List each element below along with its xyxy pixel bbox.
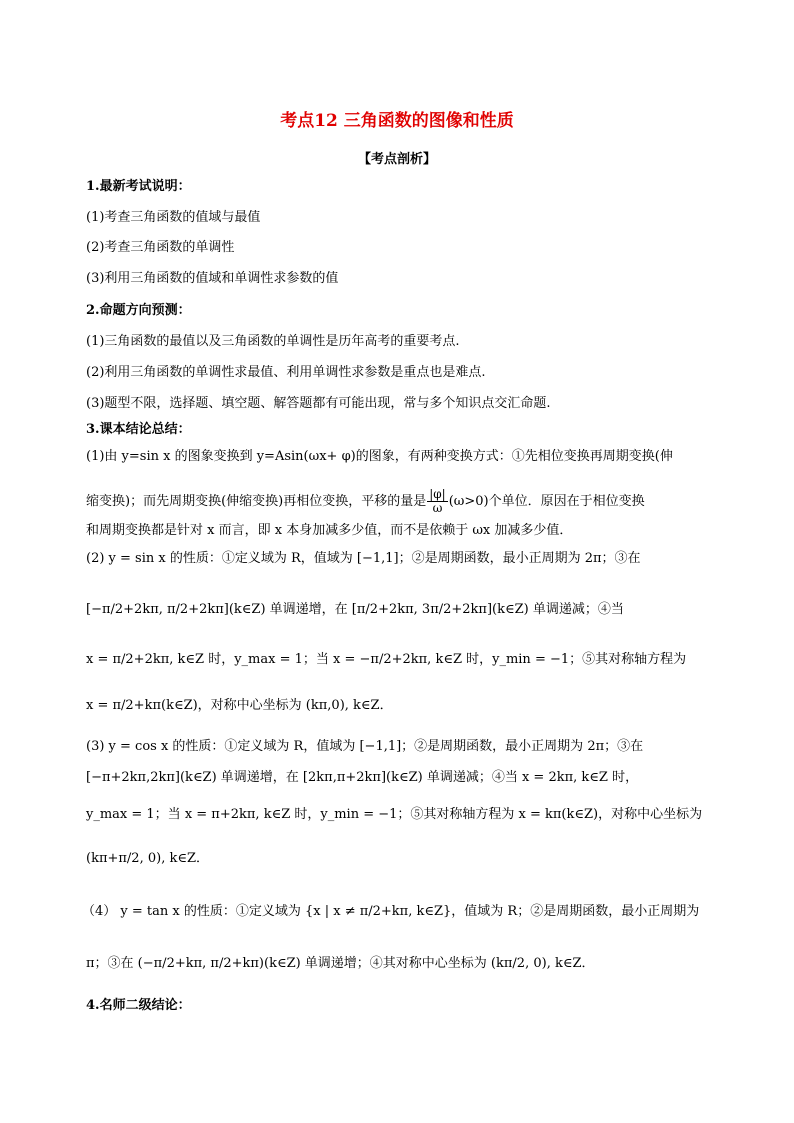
sec3-p2-line4: x = π/2+kπ(k∈Z)，对称中心坐标为 (kπ,0), k∈Z． [86, 698, 393, 713]
sec3-p3-line4: (kπ+π/2, 0), k∈Z． [86, 851, 209, 866]
sec3-p2-line3: x = π/2+2kπ, k∈Z 时，y_max = 1；当 x = −π/2+2kπ, k∈Z 时，y_min = −1；⑤其对称轴方程为 [86, 652, 687, 667]
sec3-p2-line1: (2) y = sin x 的性质：①定义域为 R，值域为 [−1,1]；②是周期函数，最小正周期为 2π；③在 [86, 551, 641, 566]
sec3-p1-line1: (1)由 y=sin x 的图象变换到 y=Asin(ωx+ φ)的图象，有两种变换方式：①先相位变换再周期变换(伸 [86, 449, 673, 464]
shift-fraction [427, 488, 448, 515]
sec1-item-3: (3)利用三角函数的值域和单调性求参数的值 [86, 271, 339, 286]
sec3-p4-line1: （4） y = tan x 的性质：①定义域为 {x | x ≠ π/2+kπ, k∈Z}，值域为 R；②是周期函数，最小正周期为 [82, 904, 700, 919]
section-heading-2: 2.命题方向预测： [86, 303, 191, 318]
fraction-denominator: ω [432, 501, 443, 515]
sec1-item-1: (1)考查三角函数的值域与最值 [86, 210, 261, 225]
sec2-item-2: (2)利用三角函数的单调性求最值、利用单调性求参数是重点也是难点. [86, 365, 486, 380]
sec3-p3-line3: y_max = 1；当 x = π+2kπ, k∈Z 时，y_min = −1；⑤其对称轴方程为 x = kπ(k∈Z)，对称中心坐标为 [86, 807, 703, 822]
sec2-item-1: (1)三角函数的最值以及三角函数的单调性是历年高考的重要考点. [86, 334, 460, 349]
fraction-numerator: |φ| [429, 487, 446, 501]
sec3-p3-line2: [−π+2kπ,2kπ](k∈Z) 单调递增，在 [2kπ,π+2kπ](k∈Z) 单调递减；④当 x = 2kπ, k∈Z 时， [86, 770, 639, 785]
sec3-p1-line2 [86, 488, 645, 515]
sec3-p2-line2: [−π/2+2kπ, π/2+2kπ](k∈Z) 单调递增，在 [π/2+2kπ, 3π/2+2kπ](k∈Z) 单调递减；④当 [86, 602, 624, 617]
sec3-p4-line2: π；③在 (−π/2+kπ, π/2+kπ)(k∈Z) 单调递增；④其对称中心坐标为 (kπ/2, 0), k∈Z． [86, 956, 595, 971]
section-heading-3: 3.课本结论总结： [86, 422, 191, 437]
sec3-p1-line2-text-a: 缩变换)；而先周期变换(伸缩变换)再相位变换，平移的量是 [86, 494, 427, 509]
page-subtitle: 【考点剖析】 [357, 152, 436, 167]
sec3-p1-line3: 和周期变换都是针对 x 而言，即 x 本身加减多少值，而不是依赖于 ωx 加减多少值． [86, 523, 573, 538]
page-title: 考点12 三角函数的图像和性质 [280, 111, 514, 131]
sec2-item-3: (3)题型不限，选择题、填空题、解答题都有可能出现，常与多个知识点交汇命题. [86, 396, 551, 411]
sec3-p3-line1: (3) y = cos x 的性质：①定义域为 R，值域为 [−1,1]；②是周期函数，最小正周期为 2π；③在 [86, 739, 644, 754]
sec1-item-2: (2)考查三角函数的单调性 [86, 240, 235, 255]
section-heading-4: 4.名师二级结论： [86, 998, 191, 1013]
sec3-p1-line2-text-b: (ω>0)个单位．原因在于相位变换 [448, 494, 645, 509]
section-heading-1: 1.最新考试说明： [86, 179, 191, 194]
